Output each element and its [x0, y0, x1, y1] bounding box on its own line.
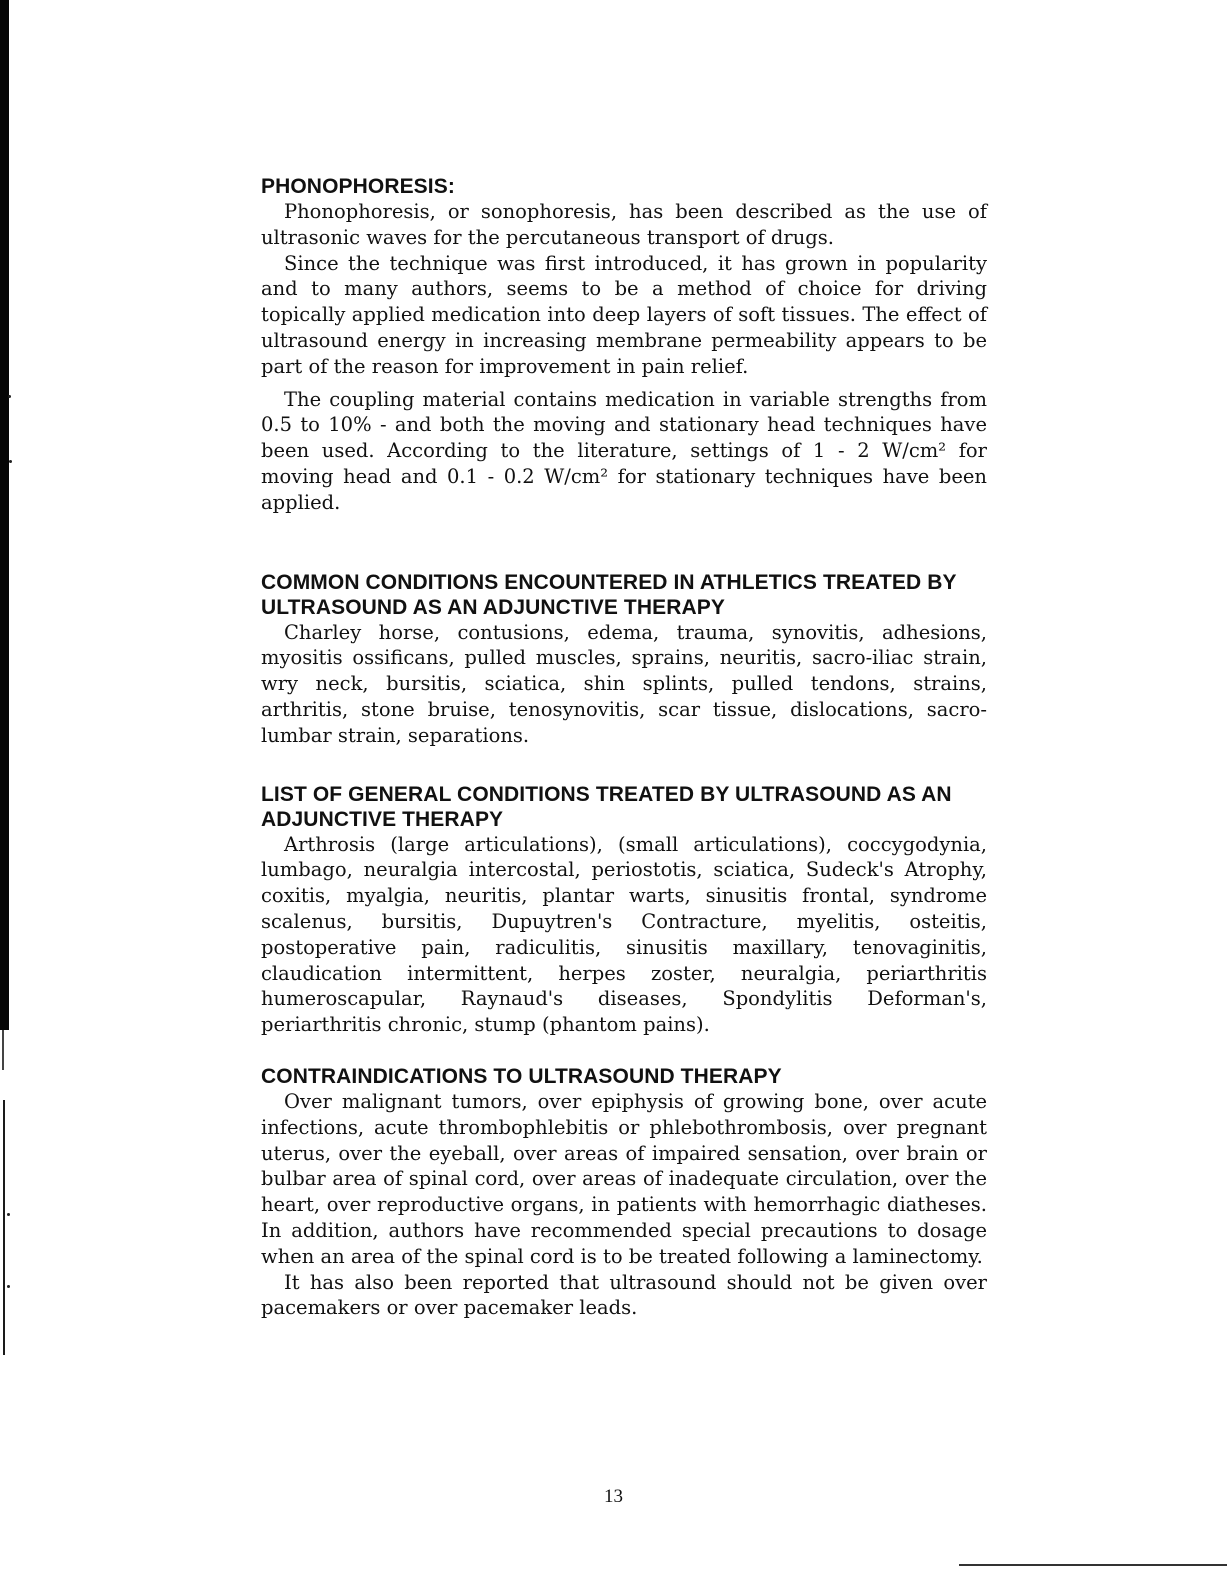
document-body — [261, 174, 987, 1321]
scan-speck — [8, 395, 11, 398]
scan-bottom-rule — [959, 1564, 1227, 1566]
paragraph: Over malignant tumors, over epiphysis of growing bone, over acute infections, acute thrombophlebitis or phlebothrombosis, over pregnant uterus, over the eyeball, over areas of impaired sensation, over brain or bulbar area of spinal cord, over areas of inadequate circulation, over the heart, over reproductive organs, in patients with hemorrhagic diatheses. In addition, authors have recommended special precautions to dosage when an area of the spinal cord is to be treated following a laminectomy. — [261, 1089, 987, 1268]
section-heading: CONTRAINDICATIONS TO ULTRASOUND THERAPY — [261, 1064, 782, 1088]
paragraph: The coupling material contains medication in variable strengths from 0.5 to 10% - and both the moving and stationary head techniques have been used. According to the literature, settings of 1 - 2 W/cm² for moving head and 0.1 - 0.2 W/cm² for stationary techniques have been applied. — [261, 387, 987, 514]
scan-edge-shadow-lower — [3, 1100, 5, 1355]
section-phonophoresis — [261, 174, 987, 516]
scan-edge-shadow — [0, 0, 9, 1030]
section-heading: LIST OF GENERAL CONDITIONS TREATED BY ULTRASOUND AS AN ADJUNCTIVE THERAPY — [261, 782, 952, 831]
paragraph: It has also been reported that ultrasound should not be given over pacemakers or over pacemaker leads. — [261, 1270, 987, 1320]
section-heading: PHONOPHORESIS: — [261, 175, 455, 198]
scan-speck — [7, 1213, 10, 1216]
scan-speck — [7, 1285, 10, 1288]
section-contraindications — [261, 1064, 987, 1321]
paragraph: Arthrosis (large articulations), (small articulations), coccygodynia, lumbago, neuralgia intercostal, periostotis, sciatica, Sudeck's Atrophy, coxitis, myalgia, neuritis, plantar warts, sinusitis frontal, syndrome scalenus, bursitis, Dupuytren's Contracture, myelitis, osteitis, postoperative pain, radiculitis, sinusitis maxillary, tenovaginitis, claudication intermittent, herpes zoster, neuralgia, periarthritis humeroscapular, Raynaud's diseases, Spondylitis Deforman's, periarthritis chronic, stump (phantom pains). — [261, 832, 987, 1037]
paragraph: Phonophoresis, or sonophoresis, has been described as the use of ultrasonic waves for the percutaneous transport of drugs. — [261, 200, 987, 249]
paragraph: Since the technique was first introduced, it has grown in popularity and to many authors, seems to be a method of choice for driving topically applied medication into deep layers of soft tissues. The effect of ultrasound energy in increasing membrane permeability appears to be part of the reason for improvement in pain relief. — [261, 251, 987, 378]
scan-speck — [9, 460, 12, 463]
section-athletic-conditions — [261, 570, 987, 749]
section-heading: COMMON CONDITIONS ENCOUNTERED IN ATHLETICS TREATED BY ULTRASOUND AS AN ADJUNCTIVE THERAPY — [261, 570, 957, 619]
paragraph: Charley horse, contusions, edema, trauma, synovitis, adhesions, myositis ossificans, pulled muscles, sprains, neuritis, sacro-iliac strain, wry neck, bursitis, sciatica, shin splints, pulled tendons, strains, arthritis, stone bruise, tenosynovitis, scar tissue, dislocations, sacro-lumbar strain, separations. — [261, 620, 987, 747]
section-general-conditions — [261, 782, 987, 1038]
scan-edge-shadow-mid — [2, 1030, 4, 1070]
page-number: 13 — [604, 1486, 623, 1507]
